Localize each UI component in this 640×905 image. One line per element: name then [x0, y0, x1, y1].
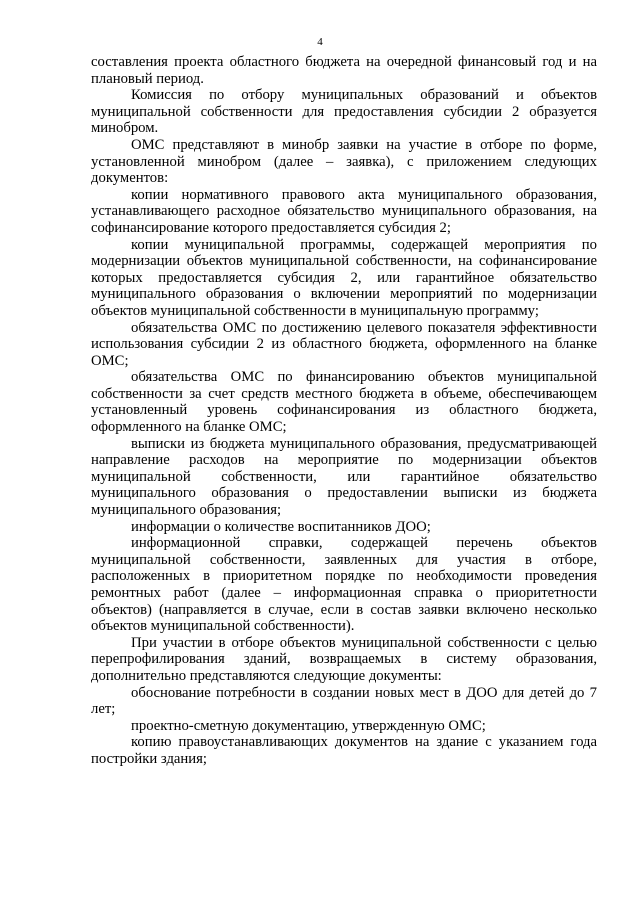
paragraph: копии нормативного правового акта муниципального образования, устанавливающего расходное обязательство муниципального образования, на софинансирование которого предоставляется субсидия 2;	[91, 186, 597, 236]
paragraph: копию правоустанавливающих документов на здание с указанием года постройки здания;	[91, 734, 597, 767]
paragraph: обязательства ОМС по финансированию объектов муниципальной собственности за счет средств местного бюджета в объеме, обеспечивающем установленный уровень софинансирования из областного бюджета, оформленного на бланке ОМС;	[91, 369, 597, 436]
paragraph: обоснование потребности в создании новых мест в ДОО для детей до 7 лет;	[91, 684, 597, 718]
paragraph: выписки из бюджета муниципального образования, предусматривающей направление расходов на мероприятие по модернизации объектов муниципальной собственности, или гарантийное обязательство муниципального образования о предоставлении выписки из бюджета муниципального образования;	[91, 435, 597, 519]
paragraph: обязательства ОМС по достижению целевого показателя эффективности использования субсидии 2 из областного бюджета, оформленного на бланке ОМС;	[91, 319, 597, 369]
page-number: 4	[317, 36, 323, 48]
paragraph: копии муниципальной программы, содержащей мероприятия по модернизации объектов муниципальной собственности, на софинансирование которых предоставляется субсидия 2, или гарантийное обязательство муниципального образования о включении мероприятий по модернизации объектов муниципальной собственности в муниципальную программу;	[91, 236, 597, 319]
document-body	[91, 54, 597, 768]
paragraph: ОМС представляют в минобр заявки на участие в отборе по форме, установленной минобром (далее – заявка), с приложением следующих документов:	[91, 136, 597, 187]
paragraph: При участии в отборе объектов муниципальной собственности с целью перепрофилирования зданий, возвращаемых в систему образования, дополнительно представляются следующие документы:	[91, 634, 597, 684]
paragraph: информации о количестве воспитанников ДОО;	[131, 518, 431, 535]
paragraph: проектно-сметную документацию, утвержденную ОМС;	[131, 717, 486, 734]
paragraph: составления проекта областного бюджета на очередной финансовый год и на плановый период.	[91, 54, 597, 87]
paragraph: Комиссия по отбору муниципальных образований и объектов муниципальной собственности для предоставления субсидии 2 образуется минобром.	[91, 87, 597, 137]
paragraph: информационной справки, содержащей перечень объектов муниципальной собственности, заявленных для участия в отборе, расположенных в приоритетном порядке по необходимости проведения ремонтных работ (далее – информационная справка о приоритетности объектов) (направляется в случае, если в состав заявки включено несколько объектов муниципальной собственности).	[91, 535, 597, 635]
